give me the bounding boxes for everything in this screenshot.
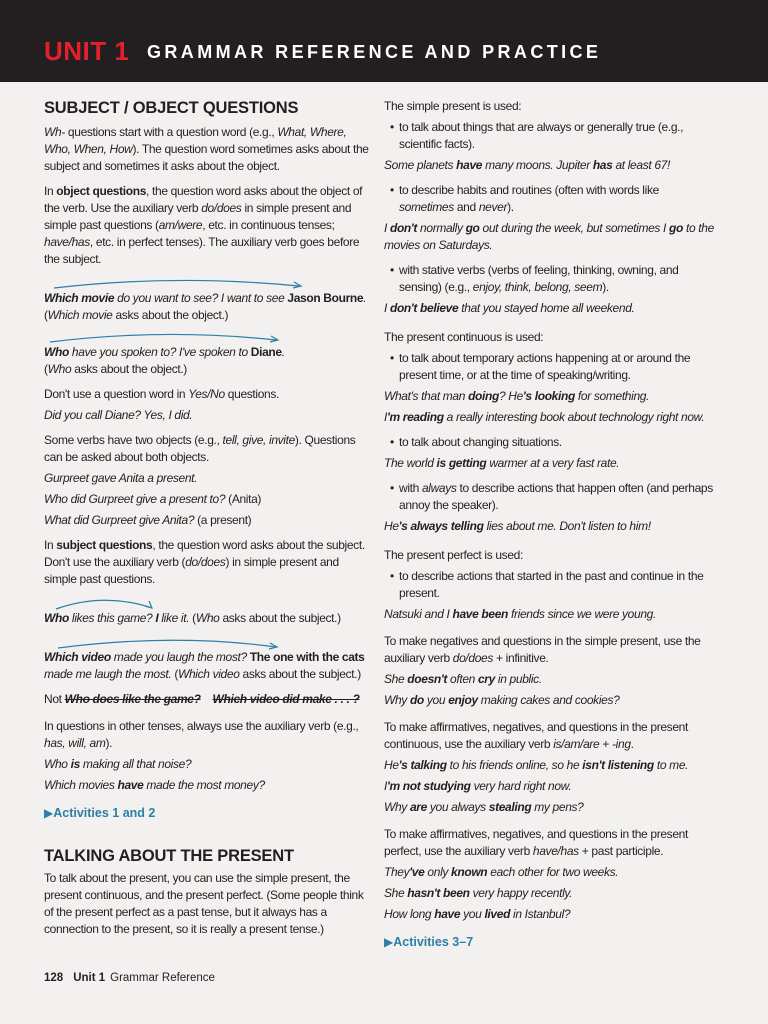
curved-arrow-icon xyxy=(44,330,314,346)
paragraph-present-continuous-negatives: To make affirmatives, negatives, and questions in the present continuous, use the auxiliary verb is/am/are + -ing. xyxy=(384,720,688,751)
example-lived-istanbul: How long have you lived in Istanbul? xyxy=(384,907,571,921)
curved-arrow-icon xyxy=(44,596,314,612)
unit-label: UNIT 1 xyxy=(44,36,130,66)
example-talking-friends: He's talking to his friends online, so he isn't listening to me. xyxy=(384,758,689,772)
paragraph-simple-present-negatives: To make negatives and questions in the simple present, use the auxiliary verb do/does + infinitive. xyxy=(384,634,701,665)
paragraph-wh-questions: Wh- questions start with a question word (e.g., What, Where, Who, When, How). The question word sometimes asks about the subject and sometimes it asks about the object. xyxy=(44,125,369,173)
activity-link-1[interactable]: ▶Activities 1 and 2 xyxy=(44,806,156,820)
paragraph-object-questions: In object questions, the question word asks about the object of the verb. Use the auxiliary verb do/does in simple present and simple past questions (am/were, etc. in continuous tenses; have/has, etc. in perfect tenses). The auxiliary verb goes before the subject. xyxy=(44,184,363,266)
simple-present-intro: The simple present is used: xyxy=(384,99,522,113)
example-which-video: Which video made you laugh the most? The one with the cats made me laugh the most. (Which video asks about the subject.) xyxy=(44,650,365,681)
example-doesnt-cry: She doesn't often cry in public. xyxy=(384,672,542,686)
note-which-movie: (Which movie asks about the object.) xyxy=(44,308,229,322)
example-who-is-making: Who is making all that noise? xyxy=(44,757,192,771)
arrow-row xyxy=(44,596,370,610)
bullet-changing-situations: • to talk about changing situations. xyxy=(390,435,562,449)
page-footer xyxy=(44,970,215,986)
example-always-telling: He's always telling lies about me. Don't listen to him! xyxy=(384,519,651,533)
left-column xyxy=(44,98,370,938)
example-planets: Some planets have many moons. Jupiter has at least 67! xyxy=(384,158,670,172)
bullet-started-past: • to describe actions that started in the past and continue in the present. xyxy=(390,569,704,600)
paragraph-two-objects: Some verbs have two objects (e.g., tell, give, invite). Questions can be asked about both objects. xyxy=(44,433,356,464)
arrow-row xyxy=(44,276,370,290)
example-not-studying: I'm not studying very hard right now. xyxy=(384,779,572,793)
footer-unit: Unit 1 xyxy=(73,972,106,984)
example-dont-believe: I don't believe that you stayed home all weekend. xyxy=(384,301,635,315)
example-who-likes: Who likes this game? I like it. (Who asks about the subject.) xyxy=(44,611,341,625)
example-call-diane: Did you call Diane? Yes, I did. xyxy=(44,408,193,422)
paragraph-other-tenses: In questions in other tenses, always use the auxiliary verb (e.g., has, will, am). xyxy=(44,719,359,750)
example-which-movie: Which movie do you want to see? I want to see Jason Bourne. xyxy=(44,291,367,305)
bullet-temporary-actions: • to talk about temporary actions happening at or around the present time, or at the time of speaking/writing. xyxy=(390,351,691,382)
example-incorrect-forms: Not Who does like the game? Which video did make . . . ? xyxy=(44,692,360,706)
example-natsuki: Natsuki and I have been friends since we were young. xyxy=(384,607,656,621)
present-continuous-intro: The present continuous is used: xyxy=(384,330,544,344)
example-which-movies: Which movies have made the most money? xyxy=(44,778,265,792)
bullet-habits: • to describe habits and routines (often with words like sometimes and never). xyxy=(390,183,659,214)
play-triangle-icon: ▶ xyxy=(44,806,54,820)
example-that-man: What's that man doing? He's looking for something. xyxy=(384,389,650,403)
play-triangle-icon: ▶ xyxy=(384,935,394,949)
arrow-row xyxy=(44,635,370,649)
bullet-general-truths: • to talk about things that are always or generally true (e.g., scientific facts). xyxy=(390,120,684,151)
present-perfect-intro: The present perfect is used: xyxy=(384,548,523,562)
example-world-warmer: The world is getting warmer at a very fast rate. xyxy=(384,456,620,470)
paragraph-yes-no: Don't use a question word in Yes/No questions. xyxy=(44,387,280,401)
section-heading-present: TALKING ABOUT THE PRESENT xyxy=(44,847,294,865)
curved-arrow-icon xyxy=(44,635,314,651)
example-reading-book: I'm reading a really interesting book about technology right now. xyxy=(384,410,705,424)
footer-section: Grammar Reference xyxy=(110,972,215,984)
example-movies-saturdays: I don't normally go out during the week, but sometimes I go to the movies on Saturdays. xyxy=(384,221,714,252)
example-hasnt-been: She hasn't been very happy recently. xyxy=(384,886,573,900)
header-title: GRAMMAR REFERENCE AND PRACTICE xyxy=(147,42,602,62)
page-header xyxy=(0,0,768,82)
example-who-spoken: Who have you spoken to? I've spoken to Diane. xyxy=(44,345,285,359)
page-number: 128 xyxy=(44,972,64,984)
right-column xyxy=(384,98,714,951)
example-gurpreet-gave: Gurpreet gave Anita a present. xyxy=(44,471,198,485)
section-heading-subject-object: SUBJECT / OBJECT QUESTIONS xyxy=(44,99,299,117)
example-what-did-gurpreet: What did Gurpreet give Anita? (a present) xyxy=(44,513,252,527)
bullet-stative-verbs: • with stative verbs (verbs of feeling, thinking, owning, and sensing) (e.g., enjoy, think, belong, seem). xyxy=(390,263,679,294)
bullet-with-always: • with always to describe actions that happen often (and perhaps annoy the speaker). xyxy=(390,481,713,512)
example-enjoy-cakes: Why do you enjoy making cakes and cookies? xyxy=(384,693,620,707)
paragraph-subject-questions: In subject questions, the question word asks about the subject. Don't use the auxiliary verb (do/does) in simple present and simple past questions. xyxy=(44,538,365,586)
activity-link-2[interactable]: ▶Activities 3–7 xyxy=(384,935,474,949)
paragraph-talking-present: To talk about the present, you can use the simple present, the present continuous, and the present perfect. (Some people think of the present perfect as a past tense, but it always has a connection to the present, so it is really a present tense.) xyxy=(44,871,364,936)
curved-arrow-icon xyxy=(44,276,314,292)
example-known-two-weeks: They've only known each other for two weeks. xyxy=(384,865,619,879)
example-stealing-pens: Why are you always stealing my pens? xyxy=(384,800,584,814)
arrow-row xyxy=(44,330,370,344)
paragraph-present-perfect-negatives: To make affirmatives, negatives, and questions in the present perfect, use the auxiliary verb have/has + past participle. xyxy=(384,827,688,858)
note-who-object: (Who asks about the object.) xyxy=(44,362,187,376)
example-who-did-gurpreet: Who did Gurpreet give a present to? (Anita) xyxy=(44,492,262,506)
